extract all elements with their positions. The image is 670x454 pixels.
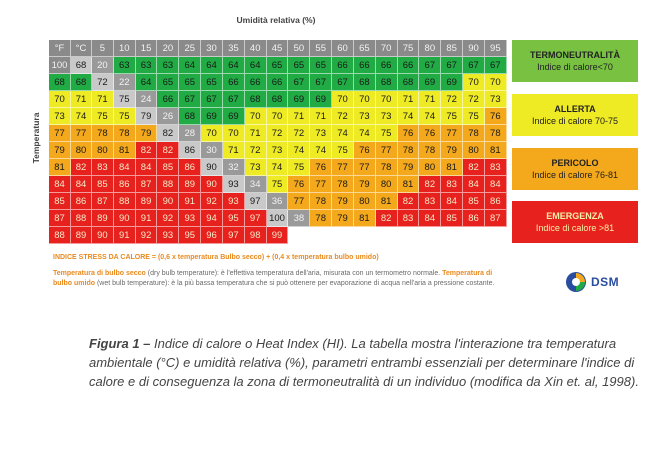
heat-index-cell: 69 [201, 108, 223, 125]
heat-index-cell: 91 [179, 193, 201, 210]
heat-index-cell: 90 [201, 176, 223, 193]
heat-index-cell: 65 [310, 57, 332, 74]
temp-celsius: 32 [223, 159, 245, 176]
heat-index-cell: 71 [288, 108, 310, 125]
heat-index-cell: 63 [114, 57, 136, 74]
temp-celsius: 20 [92, 57, 114, 74]
heat-index-cell: 73 [485, 91, 507, 108]
heat-index-cell: 67 [463, 57, 485, 74]
heat-index-cell: 70 [223, 125, 245, 142]
heat-index-cell: 86 [485, 193, 507, 210]
heat-index-cell: 82 [419, 176, 441, 193]
humidity-header: 45 [267, 40, 289, 57]
temp-fahrenheit: 93 [223, 176, 245, 193]
heat-index-cell: 78 [310, 193, 332, 210]
heat-index-cell: 70 [463, 74, 485, 91]
temp-fahrenheit: 86 [179, 142, 201, 159]
legend-zone-range: Indice di calore >81 [535, 223, 615, 233]
heat-index-cell: 90 [92, 227, 114, 244]
legend-zone-name: ALLERTA [554, 104, 596, 114]
heat-index-cell: 82 [398, 193, 420, 210]
dsm-logo-icon [564, 270, 588, 294]
heat-index-cell: 78 [376, 159, 398, 176]
heat-index-cell: 95 [223, 210, 245, 227]
heat-index-cell: 76 [485, 108, 507, 125]
heat-index-cell: 87 [49, 210, 71, 227]
heat-index-cell: 72 [332, 108, 354, 125]
humidity-header: 10 [114, 40, 136, 57]
heat-index-cell: 84 [136, 159, 158, 176]
heat-index-cell: 78 [114, 125, 136, 142]
heat-index-cell: 69 [441, 74, 463, 91]
heat-index-cell: 74 [288, 142, 310, 159]
heat-index-cell: 78 [463, 125, 485, 142]
dsm-logo [564, 270, 619, 294]
heat-index-cell: 94 [201, 210, 223, 227]
heat-index-cell: 83 [92, 159, 114, 176]
heat-index-cell: 75 [376, 125, 398, 142]
heat-index-cell: 67 [201, 91, 223, 108]
wet-bulb-term: Temperatura di bulbo umido [53, 270, 493, 287]
legend-zone [512, 40, 638, 82]
heat-index-cell: 76 [419, 125, 441, 142]
heat-index-cell: 99 [267, 227, 289, 244]
heat-index-cell: 74 [332, 125, 354, 142]
heat-index-cell: 67 [485, 57, 507, 74]
dry-bulb-term: Temperatura di bulbo secco [53, 270, 146, 277]
temperature-axis-label: Temperatura [31, 112, 41, 164]
heat-index-cell: 86 [463, 210, 485, 227]
heat-index-cell: 89 [179, 176, 201, 193]
heat-index-table [49, 40, 507, 244]
heat-index-cell: 93 [157, 227, 179, 244]
heat-index-cell: 87 [485, 210, 507, 227]
heat-index-cell: 78 [332, 176, 354, 193]
heat-index-cell: 69 [288, 91, 310, 108]
heat-index-cell: 65 [288, 57, 310, 74]
heat-index-cell: 64 [136, 74, 158, 91]
heat-index-cell: 71 [310, 108, 332, 125]
heat-index-cell: 77 [376, 142, 398, 159]
heat-index-cell: 79 [49, 142, 71, 159]
heat-index-cell: 91 [114, 227, 136, 244]
heat-index-cell: 68 [376, 74, 398, 91]
heat-index-cell: 98 [245, 227, 267, 244]
dsm-logo-text: DSM [591, 275, 620, 289]
heat-index-cell: 72 [267, 125, 289, 142]
heat-index-cell: 95 [179, 227, 201, 244]
heat-index-cell: 76 [310, 159, 332, 176]
heat-index-cell: 70 [201, 125, 223, 142]
humidity-header: 90 [463, 40, 485, 57]
heat-index-cell: 79 [332, 193, 354, 210]
temp-fahrenheit: 100 [267, 210, 289, 227]
heat-index-cell: 79 [441, 142, 463, 159]
heat-index-cell: 75 [288, 159, 310, 176]
temp-fahrenheit: 75 [114, 91, 136, 108]
figure-caption-label: Figura 1 – [89, 336, 151, 351]
heat-index-cell: 79 [354, 176, 376, 193]
heat-stress-formula: INDICE STRESS DA CALORE = (0,6 x temperatura Bulbo secco) + (0,4 x temperatura bulbo umido) [53, 254, 379, 261]
heat-index-cell: 65 [157, 74, 179, 91]
header-celsius: °C [71, 40, 92, 57]
heat-index-cell: 80 [419, 159, 441, 176]
heat-index-cell: 82 [157, 142, 179, 159]
heat-index-cell: 91 [136, 210, 158, 227]
dry-bulb-definition: (dry bulb temperature): è l'effettiva temperatura dell'aria, misurata con un termometro normale. [145, 270, 443, 277]
heat-index-cell: 70 [332, 91, 354, 108]
figure-caption [89, 334, 639, 391]
heat-index-cell: 89 [92, 210, 114, 227]
heat-index-cell: 71 [398, 91, 420, 108]
heat-index-cell: 74 [310, 142, 332, 159]
temp-fahrenheit: 79 [136, 108, 158, 125]
heat-index-cell: 72 [245, 142, 267, 159]
temp-celsius: 22 [114, 74, 136, 91]
heat-index-cell: 82 [463, 159, 485, 176]
heat-index-cell: 77 [49, 125, 71, 142]
heat-index-cell: 73 [245, 159, 267, 176]
temp-fahrenheit: 97 [245, 193, 267, 210]
heat-index-cell: 71 [223, 142, 245, 159]
heat-index-cell: 89 [136, 193, 158, 210]
heat-index-cell: 83 [441, 176, 463, 193]
heat-index-cell: 71 [245, 125, 267, 142]
heat-index-cell: 75 [441, 108, 463, 125]
heat-index-cell: 68 [49, 74, 71, 91]
heat-index-cell: 66 [398, 57, 420, 74]
heat-index-cell: 70 [354, 91, 376, 108]
heat-index-cell: 81 [114, 142, 136, 159]
heat-index-cell: 81 [398, 176, 420, 193]
heat-index-cell: 67 [441, 57, 463, 74]
figure-caption-text: Indice di calore o Heat Index (HI). La tabella mostra l'interazione tra temperatura ambientale (°C) e umidità relativa (%), parametri entrambi essenziali per determinare l'indice di calore e di conseguenza la zona di termoneutralità di un individuo (modifica da Xin et. al, 1998). [89, 336, 639, 389]
heat-index-cell: 68 [179, 108, 201, 125]
humidity-header: 5 [92, 40, 114, 57]
heat-index-cell: 79 [398, 159, 420, 176]
temp-fahrenheit: 90 [201, 159, 223, 176]
heat-index-cell: 75 [332, 142, 354, 159]
heat-index-cell: 80 [376, 176, 398, 193]
heat-index-cell: 66 [245, 74, 267, 91]
heat-index-cell: 73 [49, 108, 71, 125]
heat-index-cell: 67 [288, 74, 310, 91]
heat-index-cell: 81 [485, 142, 507, 159]
heat-index-cell: 69 [419, 74, 441, 91]
humidity-header: 35 [223, 40, 245, 57]
legend-zone-name: PERICOLO [551, 158, 599, 168]
heat-index-cell: 66 [223, 74, 245, 91]
legend-zone [512, 94, 638, 136]
temp-celsius: 34 [245, 176, 267, 193]
heat-index-cell: 86 [114, 176, 136, 193]
heat-index-cell: 74 [71, 108, 92, 125]
heat-index-cell: 70 [49, 91, 71, 108]
legend-zone [512, 148, 638, 190]
heat-index-cell: 82 [376, 210, 398, 227]
heat-index-cell: 87 [92, 193, 114, 210]
heat-index-cell: 66 [332, 57, 354, 74]
temp-celsius: 38 [288, 210, 310, 227]
heat-index-cell: 93 [179, 210, 201, 227]
heat-index-cell: 73 [376, 108, 398, 125]
heat-index-cell: 97 [245, 210, 267, 227]
heat-index-cell: 68 [267, 91, 289, 108]
temp-celsius: 30 [201, 142, 223, 159]
heat-index-cell: 77 [354, 159, 376, 176]
heat-index-cell: 84 [114, 159, 136, 176]
heat-index-cell: 70 [267, 108, 289, 125]
heat-index-cell: 80 [354, 193, 376, 210]
heat-index-cell: 93 [223, 193, 245, 210]
heat-index-cell: 72 [463, 91, 485, 108]
humidity-header: 15 [136, 40, 158, 57]
heat-index-cell: 68 [245, 91, 267, 108]
heat-index-cell: 77 [310, 176, 332, 193]
heat-index-cell: 81 [354, 210, 376, 227]
heat-index-cell: 75 [267, 176, 289, 193]
heat-index-cell: 71 [419, 91, 441, 108]
heat-index-cell: 84 [485, 176, 507, 193]
heat-index-cell: 88 [157, 176, 179, 193]
heat-index-cell: 77 [441, 125, 463, 142]
heat-index-cell: 89 [71, 227, 92, 244]
heat-index-cell: 78 [310, 210, 332, 227]
heat-index-cell: 74 [398, 108, 420, 125]
heat-index-cell: 67 [223, 91, 245, 108]
heat-index-cell: 64 [179, 57, 201, 74]
legend-zone [512, 201, 638, 243]
humidity-header: 55 [310, 40, 332, 57]
heat-index-cell: 87 [136, 176, 158, 193]
humidity-header: 25 [179, 40, 201, 57]
heat-index-cell: 84 [441, 193, 463, 210]
humidity-header: 95 [485, 40, 507, 57]
legend-zone-name: TERMONEUTRALITÀ [530, 50, 620, 60]
heat-index-cell: 84 [463, 176, 485, 193]
heat-index-cell: 64 [245, 57, 267, 74]
heat-index-cell: 76 [354, 142, 376, 159]
legend-zone-range: Indice di calore 70-75 [531, 116, 619, 126]
heat-index-cell: 78 [92, 125, 114, 142]
heat-index-cell: 69 [223, 108, 245, 125]
heat-index-cell: 83 [419, 193, 441, 210]
heat-index-cell: 80 [92, 142, 114, 159]
heat-index-cell: 68 [398, 74, 420, 91]
legend-zone-range: Indice di calore<70 [537, 62, 613, 72]
humidity-header: 40 [245, 40, 267, 57]
heat-index-cell: 75 [114, 108, 136, 125]
legend-zone-name: EMERGENZA [546, 211, 604, 221]
temp-celsius: 24 [136, 91, 158, 108]
humidity-header: 70 [376, 40, 398, 57]
temp-celsius: 28 [179, 125, 201, 142]
temp-fahrenheit: 68 [71, 57, 92, 74]
humidity-header: 75 [398, 40, 420, 57]
temp-celsius: 36 [267, 193, 289, 210]
heat-index-cell: 77 [71, 125, 92, 142]
heat-index-cell: 78 [419, 142, 441, 159]
heat-index-cell: 96 [201, 227, 223, 244]
humidity-header: 20 [157, 40, 179, 57]
heat-index-cell: 76 [288, 176, 310, 193]
heat-index-cell: 88 [49, 227, 71, 244]
heat-index-cell: 83 [485, 159, 507, 176]
heat-index-cell: 72 [288, 125, 310, 142]
wet-bulb-definition: (wet bulb temperature): è la più bassa temperatura che si può ottenere per evaporazione di acqua nell'aria a pressione costante. [95, 280, 495, 287]
heat-index-cell: 65 [201, 74, 223, 91]
heat-index-cell: 76 [398, 125, 420, 142]
heat-index-cell: 65 [179, 74, 201, 91]
heat-index-cell: 81 [49, 159, 71, 176]
heat-index-cell: 92 [201, 193, 223, 210]
heat-index-cell: 70 [376, 91, 398, 108]
heat-index-cell: 70 [485, 74, 507, 91]
heat-index-cell: 84 [419, 210, 441, 227]
heat-index-cell: 68 [354, 74, 376, 91]
heat-index-cell: 66 [157, 91, 179, 108]
heat-index-cell: 66 [354, 57, 376, 74]
heat-index-cell: 84 [71, 176, 92, 193]
heat-index-cell: 90 [157, 193, 179, 210]
heat-index-cell: 67 [310, 74, 332, 91]
humidity-header: 50 [288, 40, 310, 57]
heat-index-cell: 74 [419, 108, 441, 125]
heat-index-cell: 90 [114, 210, 136, 227]
heat-index-cell: 72 [441, 91, 463, 108]
header-fahrenheit: °F [49, 40, 71, 57]
heat-index-cell: 78 [485, 125, 507, 142]
heat-index-cell: 81 [376, 193, 398, 210]
heat-index-cell: 78 [398, 142, 420, 159]
humidity-header: 65 [354, 40, 376, 57]
heat-index-cell: 70 [245, 108, 267, 125]
heat-index-cell: 64 [201, 57, 223, 74]
heat-index-cell: 64 [223, 57, 245, 74]
heat-index-cell: 73 [310, 125, 332, 142]
heat-index-cell: 71 [71, 91, 92, 108]
heat-index-cell: 75 [463, 108, 485, 125]
heat-index-cell: 97 [223, 227, 245, 244]
heat-index-cell: 74 [267, 159, 289, 176]
heat-index-cell: 83 [398, 210, 420, 227]
heat-index-cell: 85 [157, 159, 179, 176]
temp-fahrenheit: 82 [157, 125, 179, 142]
heat-index-cell: 75 [92, 108, 114, 125]
heat-index-cell: 85 [441, 210, 463, 227]
heat-index-cell: 86 [179, 159, 201, 176]
heat-index-cell: 63 [136, 57, 158, 74]
heat-index-cell: 65 [267, 57, 289, 74]
heat-index-cell: 66 [376, 57, 398, 74]
heat-index-cell: 88 [71, 210, 92, 227]
bulb-temperature-notes [53, 269, 513, 289]
heat-index-cell: 73 [267, 142, 289, 159]
heat-index-cell: 80 [463, 142, 485, 159]
heat-index-cell: 68 [71, 74, 92, 91]
temp-celsius: 26 [157, 108, 179, 125]
humidity-axis-title: Umidità relativa (%) [236, 15, 316, 25]
heat-index-cell: 82 [136, 142, 158, 159]
heat-index-cell: 74 [354, 125, 376, 142]
heat-index-cell: 63 [157, 57, 179, 74]
heat-index-cell: 66 [267, 74, 289, 91]
heat-index-cell: 81 [441, 159, 463, 176]
humidity-header: 30 [201, 40, 223, 57]
humidity-header: 85 [441, 40, 463, 57]
heat-index-cell: 77 [288, 193, 310, 210]
heat-index-cell: 67 [179, 91, 201, 108]
heat-index-cell: 69 [310, 91, 332, 108]
heat-index-cell: 77 [332, 159, 354, 176]
heat-index-cell: 85 [92, 176, 114, 193]
heat-index-cell: 79 [136, 125, 158, 142]
humidity-header: 80 [419, 40, 441, 57]
heat-index-cell: 67 [332, 74, 354, 91]
humidity-header: 100 [49, 57, 71, 74]
heat-index-cell: 92 [136, 227, 158, 244]
heat-index-cell: 73 [354, 108, 376, 125]
heat-index-cell: 84 [49, 176, 71, 193]
heat-index-cell: 79 [332, 210, 354, 227]
heat-index-cell: 82 [71, 159, 92, 176]
heat-index-cell: 71 [92, 91, 114, 108]
heat-index-cell: 88 [114, 193, 136, 210]
temp-fahrenheit: 72 [92, 74, 114, 91]
heat-index-cell: 85 [49, 193, 71, 210]
heat-index-cell: 80 [71, 142, 92, 159]
heat-index-cell: 85 [463, 193, 485, 210]
heat-index-cell: 67 [419, 57, 441, 74]
heat-index-cell: 92 [157, 210, 179, 227]
legend-zone-range: Indice di calore 76-81 [531, 170, 619, 180]
heat-index-cell: 86 [71, 193, 92, 210]
humidity-header: 60 [332, 40, 354, 57]
